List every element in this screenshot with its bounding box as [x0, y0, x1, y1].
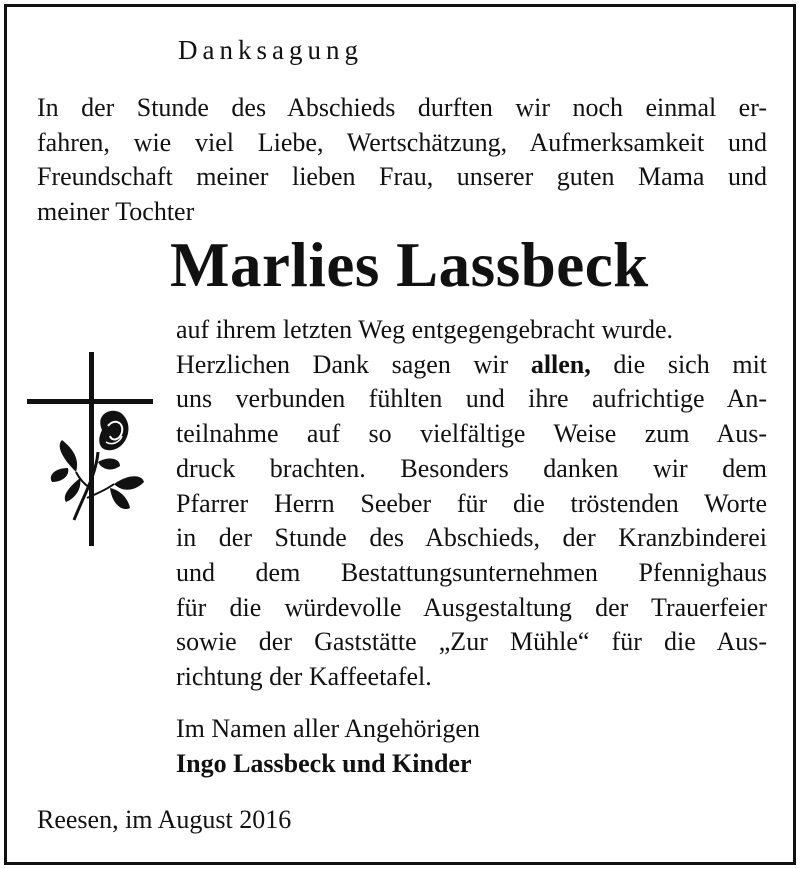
- intro-line: fahren, wie viel Liebe, Wertschätzung, Aufmerksamkeit und: [37, 127, 767, 157]
- signature-line: Im Namen aller Angehörigen: [176, 714, 480, 743]
- body-line: druck brachten. Besonders danken wir dem: [176, 453, 767, 483]
- intro-line: Freundschaft meiner lieben Frau, unserer guten Mama und: [37, 162, 767, 191]
- signature-names: Ingo Lassbeck und Kinder: [176, 749, 472, 778]
- body-line: richtung der Kaffeetafel.: [176, 662, 432, 692]
- body-line: Pfarrer Herrn Seeber für die tröstenden Worte: [176, 488, 767, 518]
- emphasis-allen: allen,: [530, 349, 591, 379]
- body-line: und dem Bestattungsunternehmen Pfennighaus: [176, 557, 767, 587]
- body-line: für die würdevolle Ausgestaltung der Trauerfeier: [176, 592, 767, 622]
- body-line: auf ihrem letzten Weg entgegengebracht wurde.: [176, 315, 673, 344]
- place-date: Reesen, im August 2016: [37, 805, 292, 834]
- intro-line: In der Stunde des Abschieds durften wir noch einmal er-: [37, 93, 767, 122]
- cross-with-rose-icon: [24, 350, 156, 550]
- body-line-part: die sich mit: [613, 349, 768, 379]
- notice-heading: Danksagung: [178, 35, 363, 65]
- body-line: teilnahme auf so vielfältige Weise zum Aus-: [176, 419, 767, 449]
- body-line: uns verbunden fühlten und ihre aufrichtige An-: [176, 384, 767, 414]
- intro-line: meiner Tochter: [37, 196, 195, 226]
- body-line-part: Herzlichen Dank sagen wir: [176, 349, 509, 379]
- body-paragraph: [176, 313, 767, 695]
- body-line: [176, 348, 767, 383]
- deceased-name: Marlies Lassbeck: [170, 230, 649, 300]
- body-line: sowie der Gaststätte „Zur Mühle“ für die Aus-: [176, 627, 767, 657]
- intro-paragraph: [37, 91, 767, 229]
- signature-block: [176, 711, 480, 781]
- body-line: in der Stunde des Abschieds, der Kranzbinderei: [176, 523, 767, 553]
